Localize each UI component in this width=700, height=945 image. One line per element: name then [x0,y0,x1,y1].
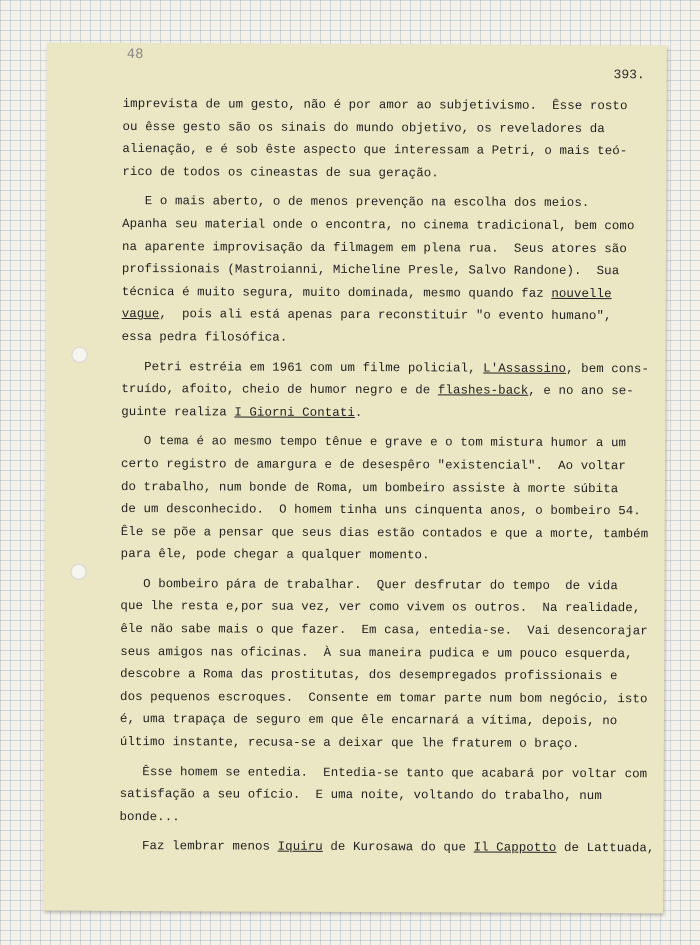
text-segment: O tema é ao mesmo tempo tênue e grave e o tom mistura humor a um [121,434,627,451]
text-segment: descobre a Roma das prostitutas, dos desempregados profissionais e [120,667,618,684]
text-line [122,138,652,163]
text-line [120,595,650,620]
paragraph [119,835,655,860]
text-line [121,356,651,381]
text-segment: satisfação a seu ofício. E uma noite, voltando do trabalho, num [119,787,602,804]
underlined-title: nouvelle [551,286,612,301]
text-line [122,326,652,351]
text-line [120,708,650,733]
text-line [120,618,650,643]
text-segment: O bombeiro pára de trabalhar. Quer desfrutar do tempo de vida [120,576,618,594]
text-segment: de Kurosawa do que [322,840,474,855]
paragraph [119,761,649,831]
text-line [121,401,651,426]
text-segment: é, uma trapaça de seguro em que êle encarnará a vítima, depois, no [119,712,618,729]
underlined-title: Il Cappotto [473,840,557,856]
text-line [122,161,652,186]
body-text [119,93,655,860]
text-segment: técnica é muito segura, muito dominada, mesmo quando faz [121,284,552,301]
paragraph [121,356,651,426]
text-line [119,835,655,860]
text-segment: Apanha seu material onde o encontra, no cinema tradicional, bem como [122,216,635,234]
underlined-title: Iquiru [277,840,323,855]
text-segment: ou êsse gesto são os sinais do mundo objetivo, os reveladores da [122,119,605,136]
paragraph [122,190,653,350]
underlined-title: I Giorni Contati [234,405,355,420]
text-line [122,116,652,141]
text-segment: Petri estréia em 1961 com um filme policial, [121,359,484,376]
text-segment: profissionais (Mastroianni, Micheline Presle, Salvo Randone). Sua [121,262,620,279]
text-line [120,783,650,808]
text-segment: guinte realiza [121,404,235,420]
text-line [123,93,653,118]
paragraph [121,430,652,568]
text-line [121,378,651,403]
text-segment: do trabalho, num bonde de Roma, um bombeiro assiste à morte súbita [120,479,619,496]
text-line [122,281,652,306]
text-line [121,453,651,478]
page-number: 393. [613,67,645,83]
text-line [122,236,652,261]
underlined-title: flashes-back [437,383,529,398]
text-line [120,686,650,711]
text-segment: de Lattuada, [556,841,655,856]
text-segment: essa pedra filosófica. [121,329,288,345]
text-segment: Êsse homem se entedia. Entedia-se tanto que acabará por voltar com [119,764,648,781]
pencil-page-number: 48 [126,47,144,63]
text-segment: êle não sabe mais o que fazer. Em casa, entedia-se. Vai desencorajar [120,622,648,639]
text-line [119,806,649,831]
text-line [121,498,651,523]
typewritten-page [43,43,667,914]
text-segment: Êle se põe a pensar que seus dias estão contados e que a morte, também [120,524,649,541]
text-line [120,641,650,666]
text-segment: E o mais aberto, o de menos prevenção na escolha dos meios. [122,194,590,211]
text-segment: Faz lembrar menos [119,839,278,855]
text-segment: seus amigos nas oficinas. À sua maneira pudica e um pouco esquerda, [120,644,633,661]
text-segment: , pois ali está apenas para reconstituir "o evento humano", [159,307,612,324]
text-segment: truído, afoito, cheio de humor negro e de [121,382,438,398]
text-segment: alienação, e é sob êste aspecto que interessam a Petri, o mais teó- [122,142,628,159]
paragraph [122,93,652,186]
text-segment: , bem cons- [566,361,650,376]
text-line [121,543,651,568]
paragraph [120,573,651,756]
punch-hole [72,347,88,363]
text-line [121,475,651,500]
text-line [122,258,652,283]
text-segment: bonde... [119,809,180,825]
text-segment: na aparente improvisação da filmagem em plena rua. Seus atores são [121,239,627,256]
text-segment: . [354,405,363,420]
punch-hole [71,564,87,580]
text-segment: certo registro de amargura e de desespêro "existencial". Ao voltar [121,456,626,474]
underlined-title: vague [121,307,160,322]
text-line [121,430,651,455]
text-line [120,761,650,786]
text-line [120,731,650,756]
text-segment: rico de todos os cineastas de sua geração. [122,164,439,181]
text-line [122,190,652,215]
text-line [120,663,650,688]
text-segment: que lhe resta e,por sua vez, ver como vivem os outros. Na realidade, [120,599,641,616]
text-line [120,573,650,598]
text-line [122,213,652,238]
text-segment: dos pequenos escroques. Consente em tomar parte num bom negócio, isto [120,689,648,707]
text-segment: para êle, pode chegar a qualquer momento. [120,547,430,563]
text-line [122,303,652,328]
text-segment: de um desconhecido. O homem tinha uns cinquenta anos, o bombeiro 54. [120,502,641,519]
text-segment: imprevista de um gesto, não é por amor ao subjetivismo. Êsse rosto [122,96,628,114]
text-segment: último instante, recusa-se a deixar que lhe fraturem o braço. [119,735,580,752]
text-segment: , e no ano se- [528,383,634,399]
text-line [121,521,651,546]
underlined-title: L'Assassino [483,361,567,376]
